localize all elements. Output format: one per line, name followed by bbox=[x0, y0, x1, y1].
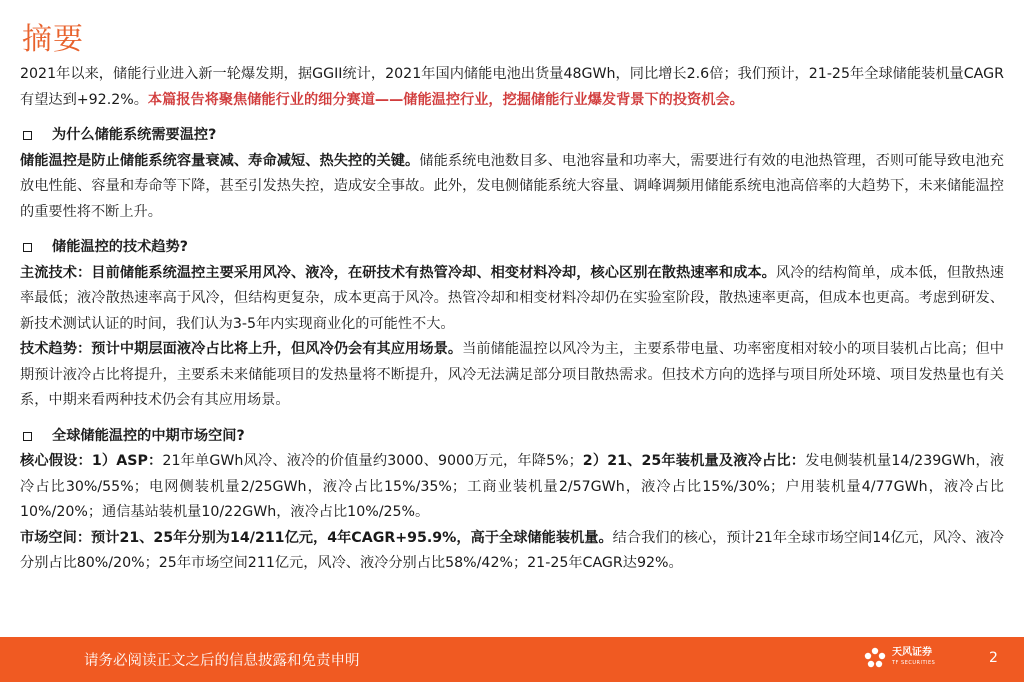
section-2-lead-2: 技术趋势：预计中期层面液冷占比将上升，但风冷仍会有其应用场景。 bbox=[20, 341, 463, 357]
square-bullet-icon bbox=[23, 131, 32, 140]
section-2-paragraph-2 bbox=[20, 337, 1004, 414]
company-logo bbox=[862, 645, 935, 671]
section-2-body-1: 风冷的结构简单，成本低，但散热速率最低；液冷散热速率高于风冷，但结构更复杂，成本更高于风冷。热管冷却和相变材料冷却仍在实验室阶段，散热速率更高，但成本也更高。考虑到研发、新技术测试认证的时间，我们认为3-5年内实现商业化的可能性不大。 bbox=[20, 264, 1004, 332]
section-heading-2: 储能温控的技术趋势? bbox=[20, 235, 1004, 261]
intro-highlight: 本篇报告将聚焦储能行业的细分赛道——储能温控行业，挖掘储能行业爆发背景下的投资机会。 bbox=[147, 91, 744, 108]
page-title: 摘要 bbox=[22, 22, 84, 57]
section-3-body-1b: 发电侧装机量14/239GWh，液冷占比30%/55%；电网侧装机量2/25GWh，液冷占比15%/35%；工商业装机量2/57GWh，液冷占比15%/30%；户用装机量4/77GWh，液冷占比10%/20%；通信基站装机量10/22GWh，液冷占比10%/25%。 bbox=[20, 453, 1005, 520]
section-2-lead-1: 主流技术：目前储能系统温控主要采用风冷、液冷，在研技术有热管冷却、相变材料冷却，核心区别在散热速率和成本。 bbox=[20, 264, 776, 281]
square-bullet-icon bbox=[23, 243, 32, 252]
summary-body bbox=[20, 62, 1004, 577]
section-1-body: 储能系统电池数目多、电池容量和功率大，需要进行有效的电池热管理，否则可能导致电池充放电性能、容量和寿命等下降，甚至引发热失控，造成安全事故。此外，发电侧储能系统大容量、调峰调频用储能系统电池高倍率的大趋势下，未来储能温控的重要性将不断上升。 bbox=[20, 152, 1004, 220]
section-1-lead: 储能温控是防止储能系统容量衰减、寿命减短、热失控的关键。 bbox=[20, 152, 420, 169]
intro-text: 2021年以来，储能行业进入新一轮爆发期，据GGII统计，2021年国内储能电池出货量48GWh，同比增长2.6倍；我们预计，21-25年全球储能装机量CAGR有望达到+92.2%。 bbox=[20, 66, 1004, 108]
logo-name-cn: 天风证券 bbox=[892, 647, 932, 658]
section-3-body-2: 结合我们的核心，预计21年全球市场空间14亿元，风冷、液冷分别占比80%/20%；25年市场空间211亿元，风冷、液冷分别占比58%/42%；21-25年CAGR达92%。 bbox=[20, 529, 1004, 571]
intro-paragraph bbox=[20, 62, 1004, 113]
disclaimer-link[interactable]: 请务必阅读正文之后的信息披露和免责申明 bbox=[84, 653, 360, 669]
section-2-body-2: 当前储能温控以风冷为主，主要系带电量、功率密度相对较小的项目装机占比高；但中期预计液冷占比将提升，主要系未来储能项目的发热量将不断提升，风冷无法满足部分项目散热需求。但技术方向的选择与项目所处环境、项目发热量也有关系，中期来看两种技术仍会有其应用场景。 bbox=[20, 341, 1004, 408]
flower-logo-icon bbox=[862, 645, 888, 671]
page-number: 2 bbox=[989, 650, 998, 666]
section-heading-1: 为什么储能系统需要温控? bbox=[20, 123, 1004, 149]
section-1-paragraph bbox=[20, 149, 1004, 226]
section-3-lead-2: 市场空间：预计21、25年分别为14/211亿元，4年CAGR+95.9%，高于全球储能装机量。 bbox=[20, 529, 613, 546]
section-heading-3: 全球储能温控的中期市场空间? bbox=[20, 424, 1004, 450]
section-3-paragraph-1 bbox=[20, 449, 1004, 526]
section-3-paragraph-2 bbox=[20, 526, 1004, 577]
section-3-lead-1: 核心假设：1）ASP： bbox=[20, 453, 163, 469]
section-2-paragraph-1 bbox=[20, 261, 1004, 338]
square-bullet-icon bbox=[23, 432, 32, 441]
section-3-body-1: 21年单GWh风冷、液冷的价值量约3000、9000万元，年降5%； bbox=[162, 453, 583, 469]
logo-name-en: TF SECURITIES bbox=[892, 660, 936, 666]
footer-bar bbox=[0, 637, 1024, 682]
section-3-lead-1b: 2）21、25年装机量及液冷占比： bbox=[582, 453, 806, 469]
